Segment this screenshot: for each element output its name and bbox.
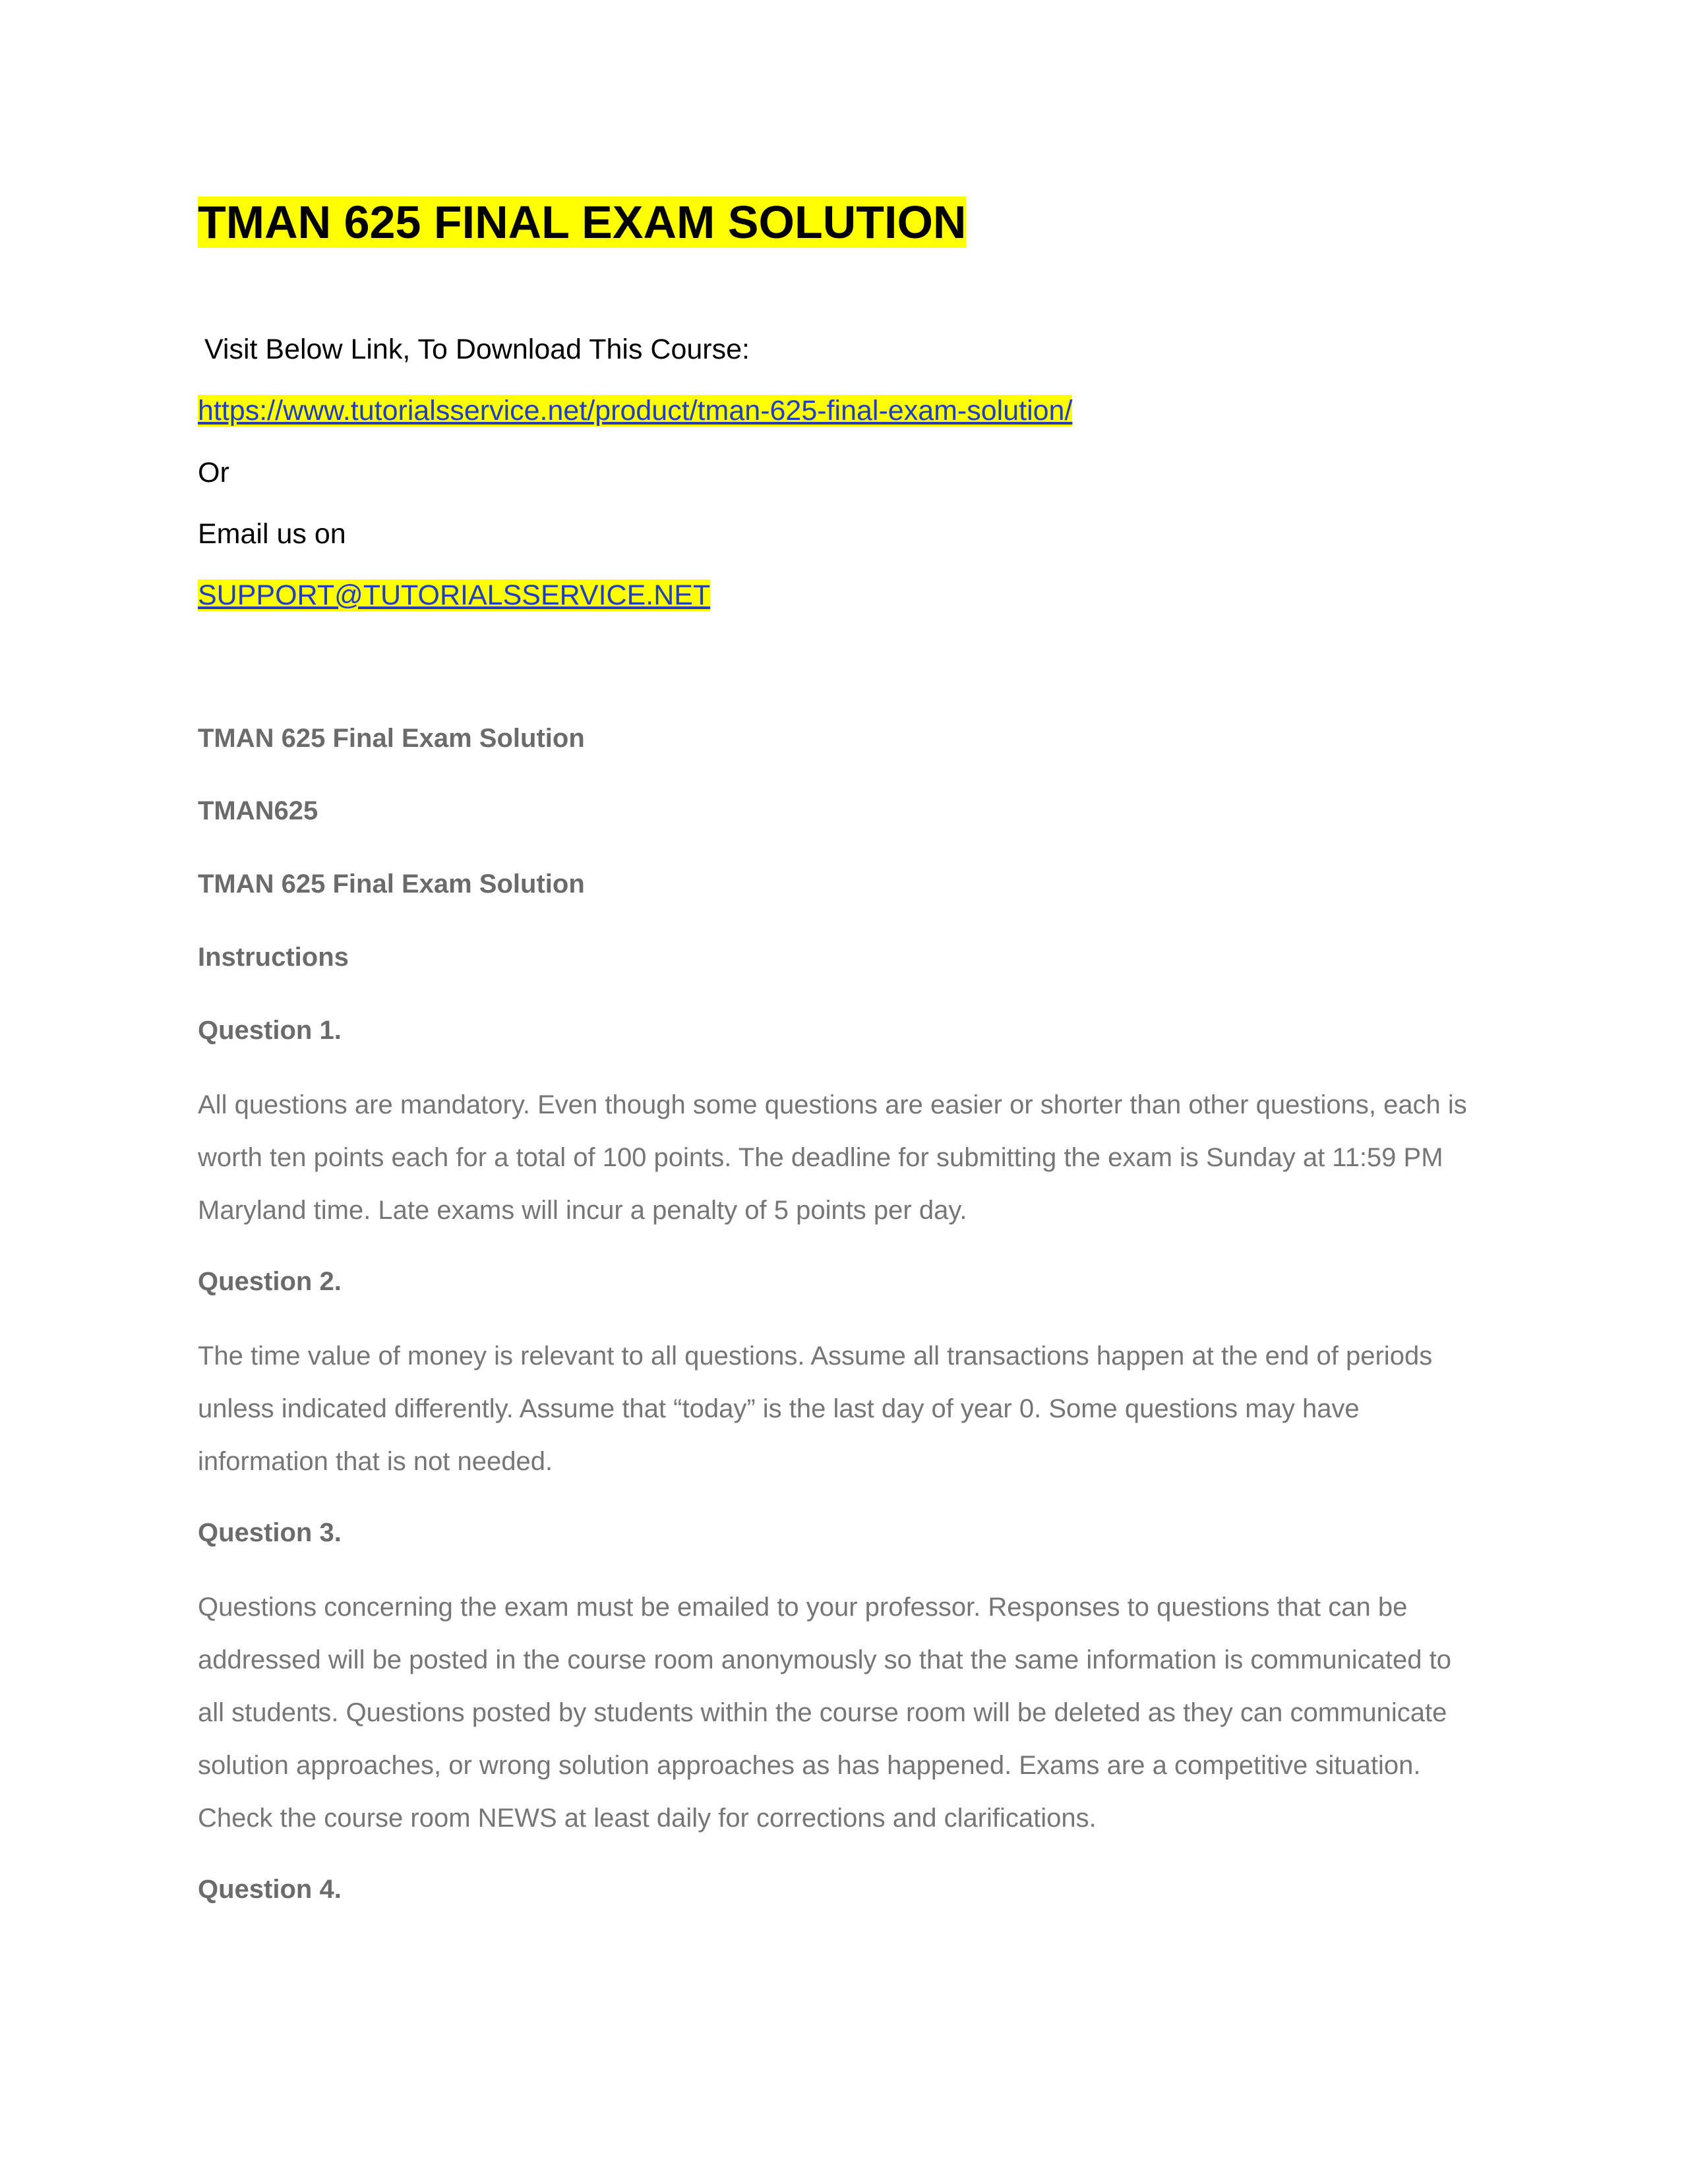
question-2-text: The time value of money is relevant to all questions. Assume all transactions happen at the end of periods unless indicated differently. Assume that “today” is the last day of year 0. Some questions may have information that is not needed.	[198, 1342, 1433, 1476]
visit-text: Visit Below Link, To Download This Course:	[204, 334, 750, 365]
heading-exam-solution: TMAN 625 Final Exam Solution	[198, 724, 585, 753]
download-link[interactable]: https://www.tutorialsservice.net/product/tman-625-final-exam-solution/	[198, 395, 1073, 427]
question-3-text: Questions concerning the exam must be emailed to your professor. Responses to questions that can be addressed will be posted in the course room anonymously so that the same information is communicated to all students. Questions posted by students within the course room will be deleted as they can communicate solution approaches, or wrong solution approaches as has happened. Exams are a competitive situation. Check the course room NEWS at least daily for corrections and clarifications.	[198, 1593, 1451, 1833]
question-4-label: Question 4.	[198, 1875, 342, 1904]
question-1-label: Question 1.	[198, 1016, 342, 1045]
title-highlight: TMAN 625 FINAL EXAM SOLUTION	[198, 196, 967, 248]
email-link-line	[198, 576, 710, 615]
question-3-label: Question 3.	[198, 1518, 342, 1547]
or-text: Or	[198, 457, 229, 488]
instructions-heading: Instructions	[198, 943, 349, 972]
document-title	[198, 192, 966, 252]
heading-exam-solution-repeat: TMAN 625 Final Exam Solution	[198, 870, 585, 899]
download-link-line	[198, 391, 1072, 430]
email-prompt: Email us on	[198, 518, 346, 550]
question-2-label: Question 2.	[198, 1267, 342, 1296]
course-code: TMAN625	[198, 796, 318, 825]
question-1-text: All questions are mandatory. Even though some questions are easier or shorter than other questions, each is worth ten points each for a total of 100 points. The deadline for submitting the exam is Sunday at 11:59 PM Maryland time. Late exams will incur a penalty of 5 points per day.	[198, 1090, 1467, 1225]
email-link[interactable]: SUPPORT@TUTORIALSSERVICE.NET	[198, 579, 711, 611]
